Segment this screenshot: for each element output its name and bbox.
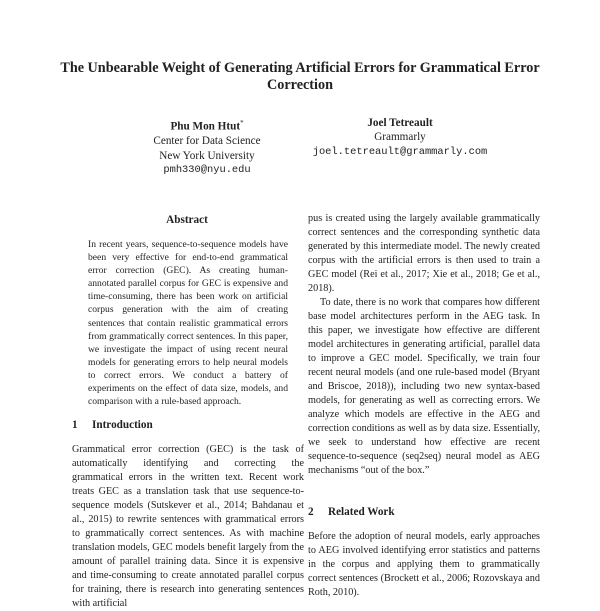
author-affiliation: Center for Data Science xyxy=(153,135,261,148)
related-work-text xyxy=(308,530,540,600)
intro-paragraph-2: To date, there is no work that compares how different base model architectures perform in the AEG task. In this paper, we investigate how effective are different model architectures in generating artificial, parallel data to improve a GEC model. Specifically, we train four recent neural models (and one rule-based model (Bryant and Briscoe, 2018)), including two new syntax-based models, for generating as well as correcting errors. We analyze which models are effective in the AEG and correction conditions as well as by data size. Essentially, we seek to understand how effective are recent sequence-to-sequence (seq2seq) neural model as AEG mechanisms “out of the box.” xyxy=(308,297,540,476)
intro-continuation-paragraph: pus is created using the largely available grammatically correct sentences and the corresponding synthetic data generated by this intermediate model. The newly created corpus with the artificial errors is then used to train a GEC model (Rei et al., 2017; Xie et al., 2018; Ge et al., 2018). xyxy=(308,213,540,294)
author-email: joel.tetreault@grammarly.com xyxy=(312,145,488,158)
section-heading-related-work xyxy=(308,506,395,518)
right-column-text xyxy=(308,212,540,478)
author-block-1 xyxy=(122,116,292,177)
author-affiliation: Grammarly xyxy=(374,131,426,144)
section-title: Introduction xyxy=(92,419,153,431)
author-institution: New York University xyxy=(159,149,255,162)
author-block-2 xyxy=(292,116,508,159)
abstract-heading: Abstract xyxy=(166,214,208,226)
author-name: Phu Mon Htut xyxy=(170,120,241,133)
section-heading-introduction xyxy=(72,419,153,431)
section-title: Related Work xyxy=(328,506,395,518)
author-name: Joel Tetreault xyxy=(367,117,433,129)
introduction-text xyxy=(72,443,304,609)
author-email: pmh330@nyu.edu xyxy=(163,163,251,176)
paper-title: The Unbearable Weight of Generating Artificial Errors for Grammatical Error Correction xyxy=(60,60,540,93)
author-marker: * xyxy=(240,119,244,127)
abstract-text: In recent years, sequence-to-sequence models have been very effective for end-to-end grammatical error correction (GEC). As creating human-annotated parallel corpus for GEC is expensive and time-consuming, there has been work on artificial corpus generation with the aim of creating sentences that contain realistic grammatical errors from grammatically correct sentences. In this paper, we investigate the impact of using recent neural models for generating errors to help neural models to correct errors. We conduct a battery of experiments on the effect of data size, models, and comparison with a rule-based approach. xyxy=(88,239,288,408)
section-number: 2 xyxy=(308,506,314,518)
introduction-paragraph: Grammatical error correction (GEC) is the task of automatically identifying and correcting the grammatical errors in the written text. Recent work treats GEC as a translation task that use sequence-to-sequence models (Sutskever et al., 2014; Bahdanau et al., 2015) to rewrite sentences with grammatical errors to grammatically correct sentences. As with machine translation models, GEC models benefit largely from the amount of parallel training data. Since it is expensive and time-consuming to create annotated parallel corpus for training, there is research into generating sentences with artificial xyxy=(72,444,304,609)
related-work-paragraph: Before the adoption of neural models, early approaches to AEG involved identifying error statistics and patterns in the corpus and applying them to grammatically correct sentences (Brockett et al., 2006; Rozovskaya and Roth, 2010). xyxy=(308,531,540,598)
section-number: 1 xyxy=(72,419,78,431)
